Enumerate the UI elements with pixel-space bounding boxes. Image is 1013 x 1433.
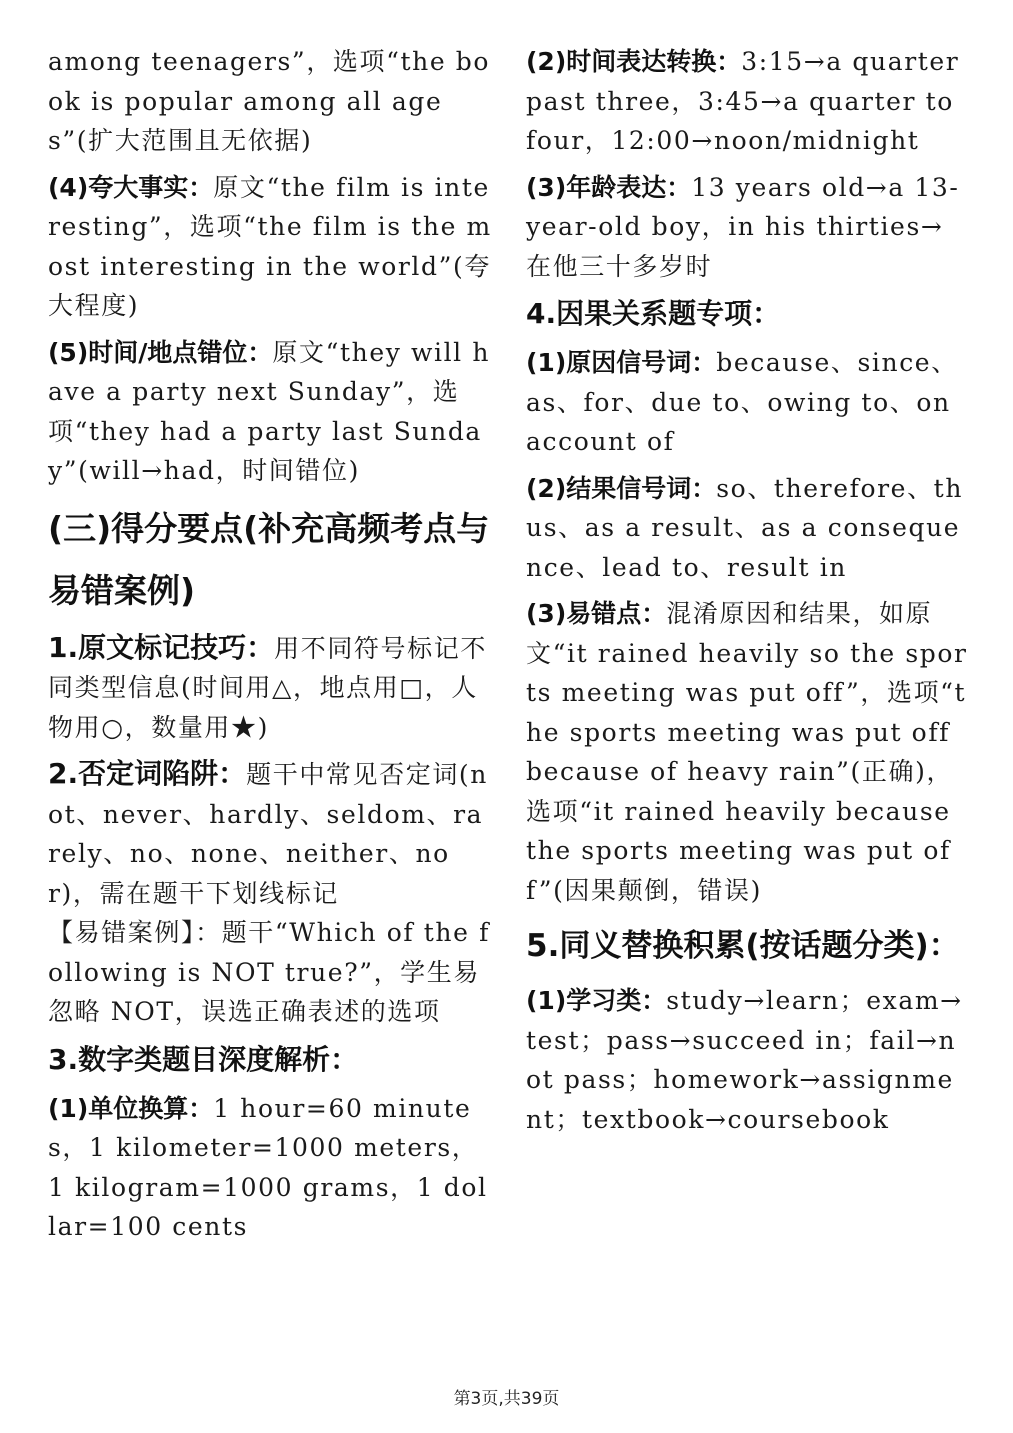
item-text: 混淆原因和结果，如原文“it rained heavily so the sports meeting was put off”，选项“the sports meeting was put off because of heavy rain”(正确)，选项“it rained heavily because the sports meeting was put off”(因果颠倒，错误) [526, 599, 968, 905]
paragraph-continuation: among teenagers”，选项“the book is popular among all ages”(扩大范围且无依据) [48, 47, 491, 155]
heading-label: 2.否定词陷阱： [48, 757, 247, 790]
paragraph-exaggeration [48, 168, 492, 326]
item-text: 13 years old→a 13-year-old boy，in his thirties→在他三十多岁时 [526, 172, 960, 281]
page-indicator: 第3页,共39页 [453, 1389, 560, 1409]
paragraph-cause-signals [526, 343, 968, 462]
paragraph-time-expression [526, 42, 968, 161]
section-title: (三)得分要点(补充高频考点与易错案例) [48, 508, 490, 610]
paragraph-result-signals [526, 469, 968, 588]
item-label: (1)学习类： [526, 986, 667, 1015]
item-label: (2)时间表达转换： [526, 47, 742, 76]
heading-text: 题干中常见否定词(not、never、hardly、seldom、rarely、no、none、neither、nor)，需在题干下划线标记 [48, 760, 488, 908]
paragraph-common-errors [526, 594, 968, 910]
heading-text: 用不同符号标记不同类型信息(时间用△，地点用□，人物用○，数量用★) [48, 633, 487, 742]
item-text: 1 hour=60 minutes，1 kilometer=1000 meters，1 kilogram=1000 grams，1 dollar=100 cents [48, 1093, 488, 1241]
item-text: 原文“the film is interesting”，选项“the film is the most interesting in the world”(夸大程度) [48, 172, 492, 320]
item-label: (1)原因信号词： [526, 348, 717, 377]
item-label: (4)夸大事实： [48, 172, 214, 202]
heading-cause-effect: 4.因果关系题专项： [526, 297, 781, 330]
paragraph-negation-trap [48, 754, 492, 913]
item-label: (2)结果信号词： [526, 473, 717, 503]
item-text: study→learn；exam→test；pass→succeed in；fail→not pass；homework→assignment；textbook→coursebook [526, 986, 963, 1134]
left-column [48, 42, 492, 1254]
heading-number-questions: 3.数字类题目深度解析： [48, 1042, 359, 1076]
item-label: (5)时间/地点错位： [48, 337, 273, 367]
item-text: 3:15→a quarter past three，3:45→a quarter to four，12:00→noon/midnight [526, 47, 960, 155]
item-text: so、therefore、thus、as a result、as a consequence、lead to、result in [526, 473, 964, 582]
paragraph-unit-conversion [48, 1089, 492, 1247]
paragraph-marking-technique [48, 628, 492, 748]
item-label: (3)年龄表达： [526, 172, 692, 202]
item-text: because、since、as、for、due to、owing to、on account of [526, 348, 958, 456]
paragraph-time-place-mismatch [48, 333, 492, 491]
item-text: 原文“they will have a party next Sunday”，选项“they had a party last Sunday”(will→had，时间错位) [48, 337, 491, 485]
heading-synonym-replacement: 5.同义替换积累(按话题分类)： [526, 928, 960, 964]
right-column [526, 42, 968, 1146]
paragraph-study-category [526, 981, 968, 1139]
paragraph-error-case: 【易错案例】：题干“Which of the following is NOT true?”，学生易忽略 NOT，误选正确表述的选项 [48, 918, 490, 1026]
item-label: (1)单位换算： [48, 1093, 214, 1123]
item-label: (3)易错点： [526, 599, 667, 628]
heading-label: 1.原文标记技巧： [48, 630, 275, 664]
paragraph-age-expression [526, 168, 968, 287]
